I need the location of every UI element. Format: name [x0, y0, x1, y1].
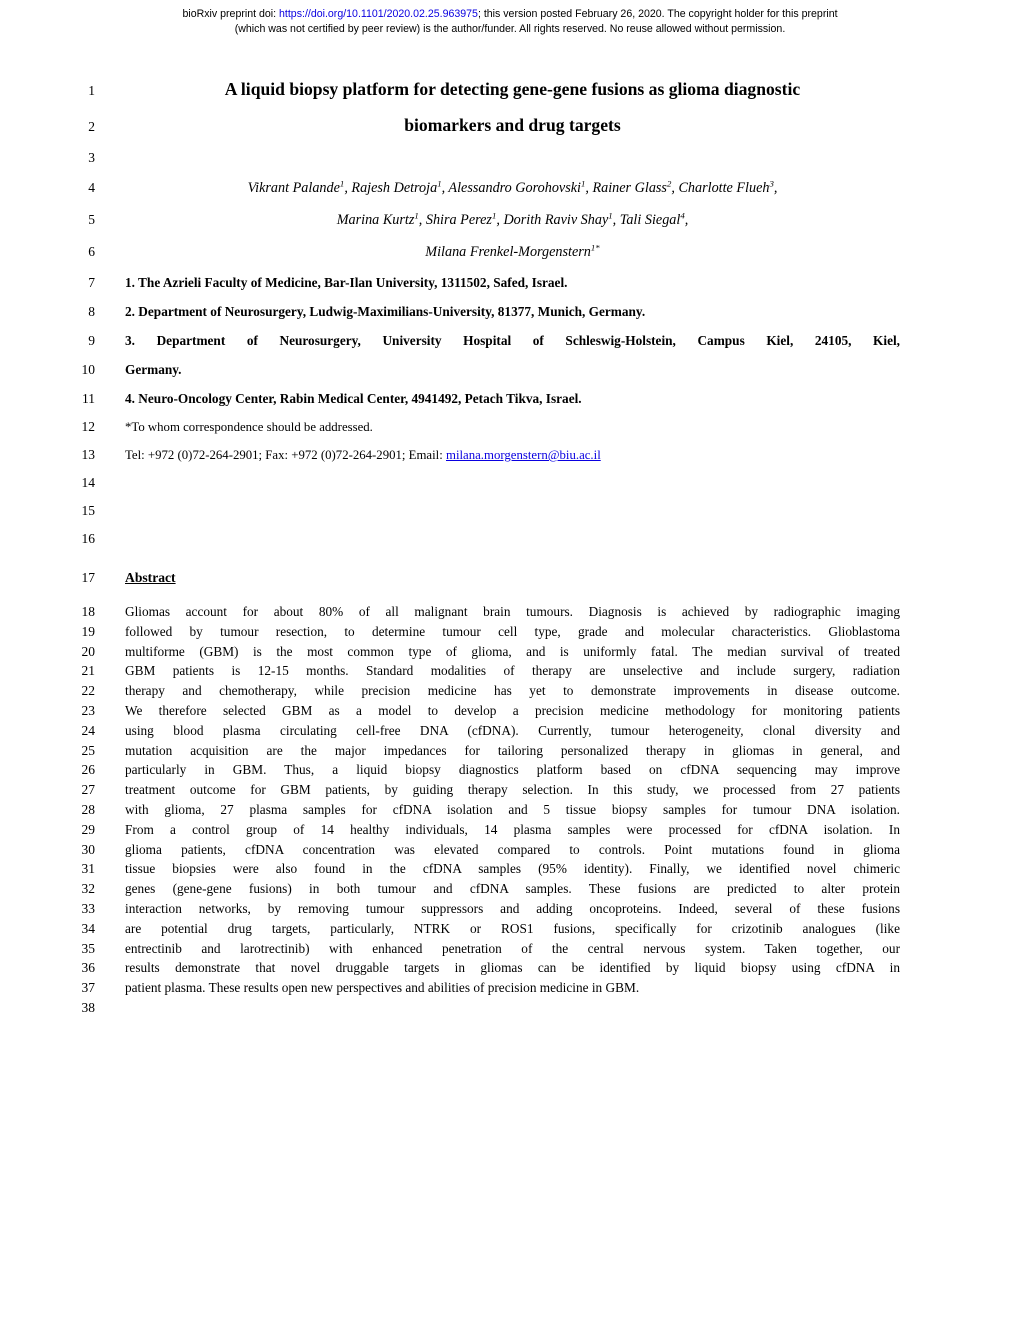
- text-segment: results demonstrate that novel druggable targets in gliomas can be identified by liquid biopsy using cfDNA in: [125, 960, 900, 976]
- author-superscript: 3: [769, 178, 774, 189]
- line-number: 33: [81, 900, 95, 916]
- text-segment: A liquid biopsy platform for detecting gene-gene fusions as glioma diagnostic: [224, 79, 801, 99]
- text-segment: interaction networks, by removing tumour suppressors and adding oncoproteins. Indeed, several of these fusions: [125, 900, 900, 916]
- text-segment: , Shira Perez: [418, 212, 492, 228]
- text-segment: ,: [684, 212, 689, 228]
- line-number: 16: [81, 531, 95, 546]
- header-suffix: ; this version posted February 26, 2020. The copyright holder for this preprint: [477, 8, 838, 20]
- text-segment: using blood plasma circulating cell-free DNA (cfDNA). Currently, tumour heterogeneity, clonal diversity and: [125, 722, 900, 738]
- doc-line-abs: [0, 919, 900, 939]
- line-text: [125, 72, 900, 106]
- line-text: [125, 542, 900, 543]
- text-segment: biomarkers and drug targets: [404, 115, 621, 135]
- line-text: [125, 721, 900, 741]
- line-text: [125, 661, 900, 681]
- author-superscript: 1*: [590, 242, 600, 253]
- text-segment: *To whom correspondence should be addressed.: [125, 420, 373, 434]
- line-number: 38: [81, 999, 95, 1015]
- text-segment: Abstract: [125, 570, 176, 585]
- text-segment: genes (gene-gene fusions) in both tumour and cfDNA samples. These fusions are predicted to alter protein: [125, 881, 900, 897]
- line-number: 21: [81, 663, 95, 679]
- text-segment: entrectinib and larotrectinib) with enhanced penetration of the central nervous system. Taken together, our: [125, 940, 900, 956]
- line-text: [125, 355, 900, 384]
- text-segment: multiforme (GBM) is the most common type of glioma, and is uniformly fatal. The median survival of treated: [125, 643, 900, 659]
- line-text: [125, 642, 900, 662]
- line-number: 37: [81, 980, 95, 996]
- line-number: 19: [81, 623, 95, 639]
- line-number: 20: [81, 643, 95, 659]
- doc-line-plain: [0, 441, 900, 469]
- text-segment: , Rainer Glass: [585, 180, 667, 196]
- text-segment: mutation acquisition are the major impedances for tailoring personalized therapy in gliomas in general, and: [125, 742, 900, 758]
- line-number: 12: [81, 419, 95, 434]
- line-number: 3: [88, 150, 95, 165]
- line-text: [125, 899, 900, 919]
- line-text: [125, 958, 900, 978]
- email-link[interactable]: milana.morgenstern@biu.ac.il: [445, 448, 601, 462]
- doc-line-abs: [0, 840, 900, 860]
- line-text: [125, 840, 900, 860]
- line-text: [125, 514, 900, 515]
- author-superscript: 1: [580, 178, 586, 189]
- text-segment: Marina Kurtz: [336, 212, 415, 228]
- doc-line-abs: [0, 602, 900, 622]
- text-segment: Germany.: [125, 362, 182, 377]
- text-segment: therapy and chemotherapy, while precision medicine has yet to demonstrate improvements in disease outcome.: [125, 683, 900, 699]
- header-line-1: [0, 7, 1020, 22]
- line-number: 27: [81, 782, 95, 798]
- line-text: [125, 553, 900, 602]
- doc-line-title: [0, 108, 900, 144]
- doc-line-title: [0, 72, 900, 108]
- doc-line-plain: [0, 413, 900, 441]
- line-text: [125, 237, 900, 268]
- line-text: [125, 760, 900, 780]
- line-text: [125, 161, 900, 162]
- line-number: 30: [81, 841, 95, 857]
- line-number: 17: [81, 570, 95, 585]
- line-number: 2: [88, 119, 95, 134]
- doc-line-abs-empty: [0, 998, 900, 1018]
- text-segment: 4. Neuro-Oncology Center, Rabin Medical Center, 4941492, Petach Tikva, Israel.: [125, 391, 582, 406]
- line-text: [125, 780, 900, 800]
- line-text: [125, 741, 900, 761]
- text-segment: , Tali Siegal: [612, 212, 681, 228]
- line-number: 34: [81, 920, 95, 936]
- line-text: [125, 602, 900, 622]
- line-text: [125, 1011, 900, 1012]
- text-segment: , Rajesh Detroja: [344, 180, 438, 196]
- doc-line-affil: [0, 297, 900, 326]
- line-text: [125, 622, 900, 642]
- line-text: [125, 879, 900, 899]
- line-text: [125, 919, 900, 939]
- text-segment: Gliomas account for about 80% of all malignant brain tumours. Diagnosis is achieved by radiographic imaging: [125, 604, 900, 619]
- line-text: [125, 268, 900, 297]
- line-text: [125, 441, 900, 469]
- doc-line-abs: [0, 958, 900, 978]
- doc-line-abs: [0, 681, 900, 701]
- text-segment: glioma patients, cfDNA concentration was elevated compared to controls. Point mutations found in glioma: [125, 841, 900, 857]
- line-number: 15: [81, 503, 95, 518]
- line-number: 25: [81, 742, 95, 758]
- doc-line-empty: [0, 497, 900, 525]
- text-segment: 1. The Azrieli Faculty of Medicine, Bar-Ilan University, 1311502, Safed, Israel.: [125, 275, 568, 290]
- header-prefix: bioRxiv preprint doi:: [182, 8, 280, 20]
- header-line-2: (which was not certified by peer review) is the author/funder. All rights reserved. No reuse allowed without permission.: [234, 22, 786, 35]
- line-number: 7: [88, 275, 95, 290]
- doc-line-author: [0, 204, 900, 236]
- line-number: 35: [81, 940, 95, 956]
- line-text: [125, 820, 900, 840]
- line-text: [125, 297, 900, 326]
- line-number: 6: [88, 244, 95, 259]
- line-number: 18: [81, 604, 95, 619]
- line-number: 4: [88, 180, 95, 195]
- line-number: 8: [88, 304, 95, 319]
- line-number: 5: [88, 212, 95, 227]
- text-segment: , Alessandro Gorohovski: [441, 180, 581, 196]
- line-text: [125, 939, 900, 959]
- doc-line-abs: [0, 622, 900, 642]
- line-text: [125, 173, 900, 204]
- text-segment: , Dorith Raviv Shay: [496, 212, 609, 228]
- line-number: 9: [88, 333, 95, 348]
- line-number: 28: [81, 801, 95, 817]
- doc-line-abs: [0, 879, 900, 899]
- doc-line-empty: [0, 525, 900, 553]
- doc-line-affil: [0, 355, 900, 384]
- line-number: 22: [81, 683, 95, 699]
- author-superscript: 4: [680, 210, 685, 221]
- doc-line-empty: [0, 469, 900, 497]
- line-number: 24: [81, 722, 95, 738]
- doc-line-abs: [0, 859, 900, 879]
- line-number: 36: [81, 960, 95, 976]
- line-text: [125, 681, 900, 701]
- line-text: [125, 108, 900, 142]
- doc-line-abs: [0, 661, 900, 681]
- text-segment: Tel: +972 (0)72-264-2901; Fax: +972 (0)72-264-2901; Email:: [125, 448, 446, 462]
- line-text: [125, 384, 900, 413]
- text-segment: tissue biopsies were also found in the cfDNA samples (95% identity). Finally, we identified novel chimeric: [125, 861, 900, 877]
- line-number: 1: [88, 83, 95, 98]
- doc-line-abs-last: [0, 978, 900, 998]
- doc-line-abs: [0, 741, 900, 761]
- text-segment: ,: [773, 180, 778, 196]
- doc-line-abs: [0, 899, 900, 919]
- text-segment: treatment outcome for GBM patients, by guiding therapy selection. In this study, we processed from 27 patients: [125, 782, 900, 798]
- doc-line-author: [0, 172, 900, 204]
- line-number: 32: [81, 881, 95, 897]
- line-text: [125, 800, 900, 820]
- doc-line-abs: [0, 939, 900, 959]
- doc-line-abs: [0, 721, 900, 741]
- document-lines: [0, 72, 900, 1018]
- doc-line-abshead: [0, 553, 900, 602]
- line-text: [125, 859, 900, 879]
- text-segment: particularly in GBM. Thus, a liquid biopsy diagnostics platform based on cfDNA sequencing may improve: [125, 762, 900, 778]
- line-number: 13: [81, 447, 95, 462]
- doc-line-affil-j: [0, 326, 900, 355]
- line-number: 11: [82, 391, 95, 406]
- line-text: [125, 701, 900, 721]
- doc-line-abs: [0, 642, 900, 662]
- text-segment: GBM patients is 12-15 months. Standard modalities of therapy are unselective and include surgery, radiation: [125, 663, 900, 679]
- line-number: 29: [81, 821, 95, 837]
- author-superscript: 1: [608, 210, 613, 221]
- line-text: [125, 486, 900, 487]
- doc-line-abs: [0, 780, 900, 800]
- doc-line-abs: [0, 760, 900, 780]
- text-segment: are potential drug targets, particularly, NTRK or ROS1 fusions, specifically for crizotinib analogues (like: [125, 920, 900, 936]
- line-text: [125, 413, 900, 441]
- text-segment: Milana Frenkel-Morgenstern: [425, 244, 591, 260]
- line-text: [125, 205, 900, 236]
- doc-line-empty: [0, 144, 900, 172]
- author-superscript: 2: [666, 178, 672, 189]
- line-number: 14: [81, 475, 95, 490]
- doc-line-abs: [0, 820, 900, 840]
- author-superscript: 1: [437, 178, 442, 189]
- text-segment: , Charlotte Flueh: [671, 180, 770, 196]
- text-segment: We therefore selected GBM as a model to develop a precision medicine methodology for monitoring patients: [125, 702, 900, 718]
- line-text: [125, 978, 900, 998]
- doc-line-abs: [0, 800, 900, 820]
- text-segment: patient plasma. These results open new perspectives and abilities of precision medicine in GBM.: [125, 980, 640, 996]
- biorxiv-header: [0, 7, 1020, 36]
- line-number: 31: [81, 861, 95, 877]
- doc-line-author: [0, 236, 900, 268]
- line-number: 23: [81, 702, 95, 718]
- author-superscript: 1: [339, 178, 345, 189]
- text-segment: followed by tumour resection, to determine tumour cell type, grade and molecular characteristics. Glioblastoma: [125, 623, 900, 639]
- doc-line-affil: [0, 384, 900, 413]
- text-segment: with glioma, 27 plasma samples for cfDNA isolation and 5 tissue biopsy samples for tumour DNA isolation.: [125, 801, 900, 817]
- line-number: 26: [81, 762, 95, 778]
- text-segment: Vikrant Palande: [247, 180, 340, 196]
- line-number: 10: [81, 362, 95, 377]
- author-superscript: 1: [414, 210, 419, 221]
- author-superscript: 1: [491, 210, 497, 221]
- doc-line-affil: [0, 268, 900, 297]
- line-text: [125, 326, 900, 355]
- doc-line-abs: [0, 701, 900, 721]
- doi-link[interactable]: https://doi.org/10.1101/2020.02.25.963975: [279, 8, 478, 20]
- text-segment: 2. Department of Neurosurgery, Ludwig-Maximilians-University, 81377, Munich, Germany.: [125, 304, 646, 319]
- text-segment: 3. Department of Neurosurgery, University Hospital of Schleswig-Holstein, Campus Kiel, 24105, Kiel,: [125, 333, 900, 348]
- text-segment: From a control group of 14 healthy individuals, 14 plasma samples were processed for cfDNA isolation. In: [125, 821, 900, 837]
